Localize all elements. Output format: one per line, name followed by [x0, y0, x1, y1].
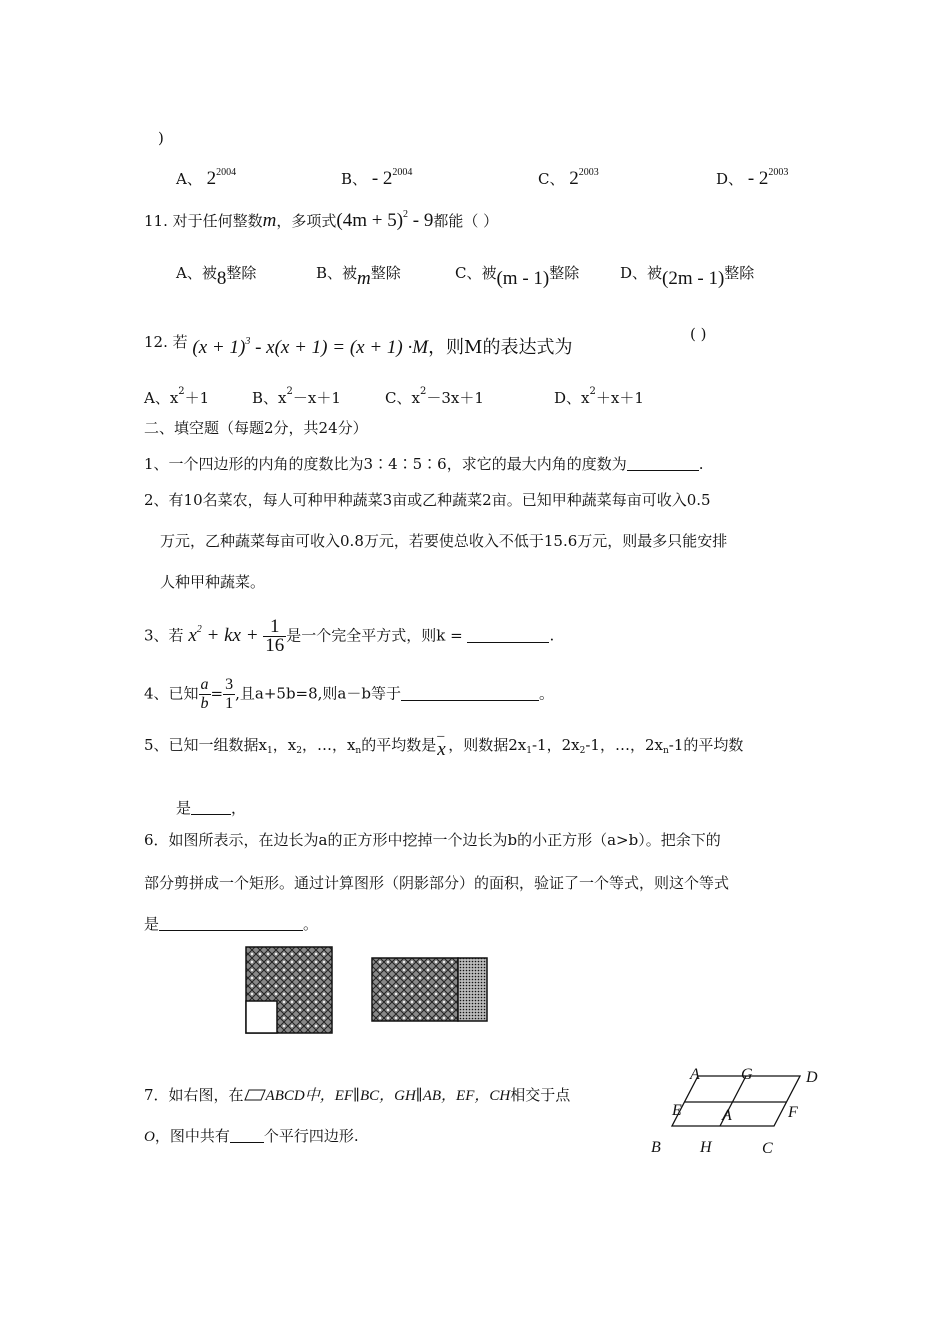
fill-question-2-line1: 2、有10名菜农，每人可种甲种蔬菜3亩或乙种蔬菜2亩。已知甲种蔬菜每亩可收入0.5	[144, 491, 711, 509]
answer-blank[interactable]	[627, 455, 699, 471]
fill-question-3: 3、若 $x^2$ + kx + $\frac{1}{16}$ 是一个完全平方式，则k = .	[144, 616, 555, 656]
fill-question-4: 4、已知 $\frac{a}{b}$ = $\frac{3}{1}$ ,且a+5b=8,则a－b等于 。	[144, 676, 554, 712]
fill-question-5-line2: 是 ，	[176, 799, 247, 817]
f4-fraction-ab: $\frac{a}{b}$	[200, 676, 209, 712]
label-E: E	[672, 1102, 682, 1119]
fill-question-5: 5、已知一组数据$x_1$，$x_2$，…，$x_n$的平均数是 _ x ，则数据$2x_1-1$，$2x_2-1$，…，$2x_n-1$的平均数	[144, 724, 744, 760]
q11-stem: 11. 对于任何整数m，多项式$(4m + 5)^2 - 9$都能（ ）	[144, 209, 499, 231]
fill-question-6-line2: 部分剪拼成一个矩形。通过计算图形（阴影部分）的面积，验证了一个等式，则这个等式	[144, 874, 730, 892]
q11-option-b: B、被m整除	[316, 264, 401, 289]
answer-blank[interactable]	[401, 685, 539, 701]
fill-question-2-line2: 万元，乙种蔬菜每亩可收入0.8万元，若要使总收入不低于15.6万元，则最多只能安排	[160, 532, 728, 550]
q10-option-a	[176, 163, 236, 189]
label-H: H	[700, 1139, 712, 1156]
answer-blank[interactable]	[191, 799, 231, 815]
q10-close-paren: )	[158, 129, 164, 147]
q12-stem: 12. 若 $(x + 1)^3 - x(x + 1) = (x + 1) \cdot M$，则M的表达式为	[144, 333, 573, 358]
answer-blank[interactable]	[467, 627, 549, 643]
label-A: A	[690, 1066, 700, 1083]
label-O: A	[722, 1107, 732, 1124]
q10-option-d	[716, 163, 788, 189]
q12-option-d: D、$x^2+x+1$	[554, 386, 644, 407]
fill-question-7-line1: 7．如右图，在 ABCD中，EF∥BC，GH∥AB，EF，CH相交于点	[144, 1086, 571, 1104]
q10-option-c	[538, 163, 599, 189]
f3-fraction: $\frac{1}{16}$	[265, 616, 285, 656]
q11-expression: $(4m + 5)^2 - 9$	[336, 209, 434, 231]
fill-question-6-line3: 是 。	[144, 915, 319, 933]
fill-question-1: 1、一个四边形的内角的度数比为3∶4∶5∶6，求它的最大内角的度数为 .	[144, 455, 704, 473]
small-square	[246, 1001, 277, 1033]
option-label: B、	[341, 170, 368, 188]
q12-option-c: C、$x^2-3x+1$	[385, 386, 484, 407]
label-F: F	[788, 1104, 798, 1121]
label-C: C	[762, 1140, 773, 1157]
f4-fraction-31: $\frac{3}{1}$	[225, 676, 234, 712]
option-value: - $2^{2003}$	[747, 167, 789, 189]
fill-question-7-line2: O，图中共有 个平行四边形.	[144, 1127, 359, 1145]
q10-option-b	[341, 163, 412, 189]
x-bar: _ x	[437, 724, 446, 760]
label-D: D	[806, 1069, 818, 1086]
f3-expression: $x^2$ + kx +	[188, 623, 264, 646]
q11-option-a: A、被8整除	[176, 264, 257, 289]
q11-option-d: D、被(2m - 1)整除	[620, 264, 755, 289]
option-label: D、	[716, 170, 744, 188]
option-value: - $2^{2004}$	[371, 167, 413, 189]
option-label: A、	[176, 170, 202, 188]
option-value: $2^{2003}$	[569, 167, 599, 189]
q12-answer-paren: ( )	[690, 325, 707, 343]
q11-option-c: C、被(m - 1)整除	[455, 264, 580, 289]
option-value: $2^{2004}$	[206, 167, 237, 189]
section-heading: 二、填空题（每题2分，共24分）	[144, 419, 368, 437]
label-B: B	[651, 1139, 661, 1156]
label-G: G	[741, 1066, 753, 1083]
option-label: C、	[538, 170, 565, 188]
rectangle-strip	[458, 958, 487, 1021]
rectangle-main	[372, 958, 458, 1021]
fill-question-2-line3: 人种甲种蔬菜。	[160, 573, 266, 591]
q12-option-a: A、$x^2+1$	[144, 386, 210, 407]
answer-blank[interactable]	[159, 915, 303, 931]
fill-question-6-line1: 6．如图所表示，在边长为a的正方形中挖掉一个边长为b的小正方形（a>b）。把余下的	[144, 831, 721, 849]
q12-option-b: B、$x^2-x+1$	[252, 386, 341, 407]
parallelogram-symbol	[244, 1089, 266, 1101]
square-cut-figure	[240, 942, 540, 1042]
answer-blank[interactable]	[230, 1127, 264, 1143]
